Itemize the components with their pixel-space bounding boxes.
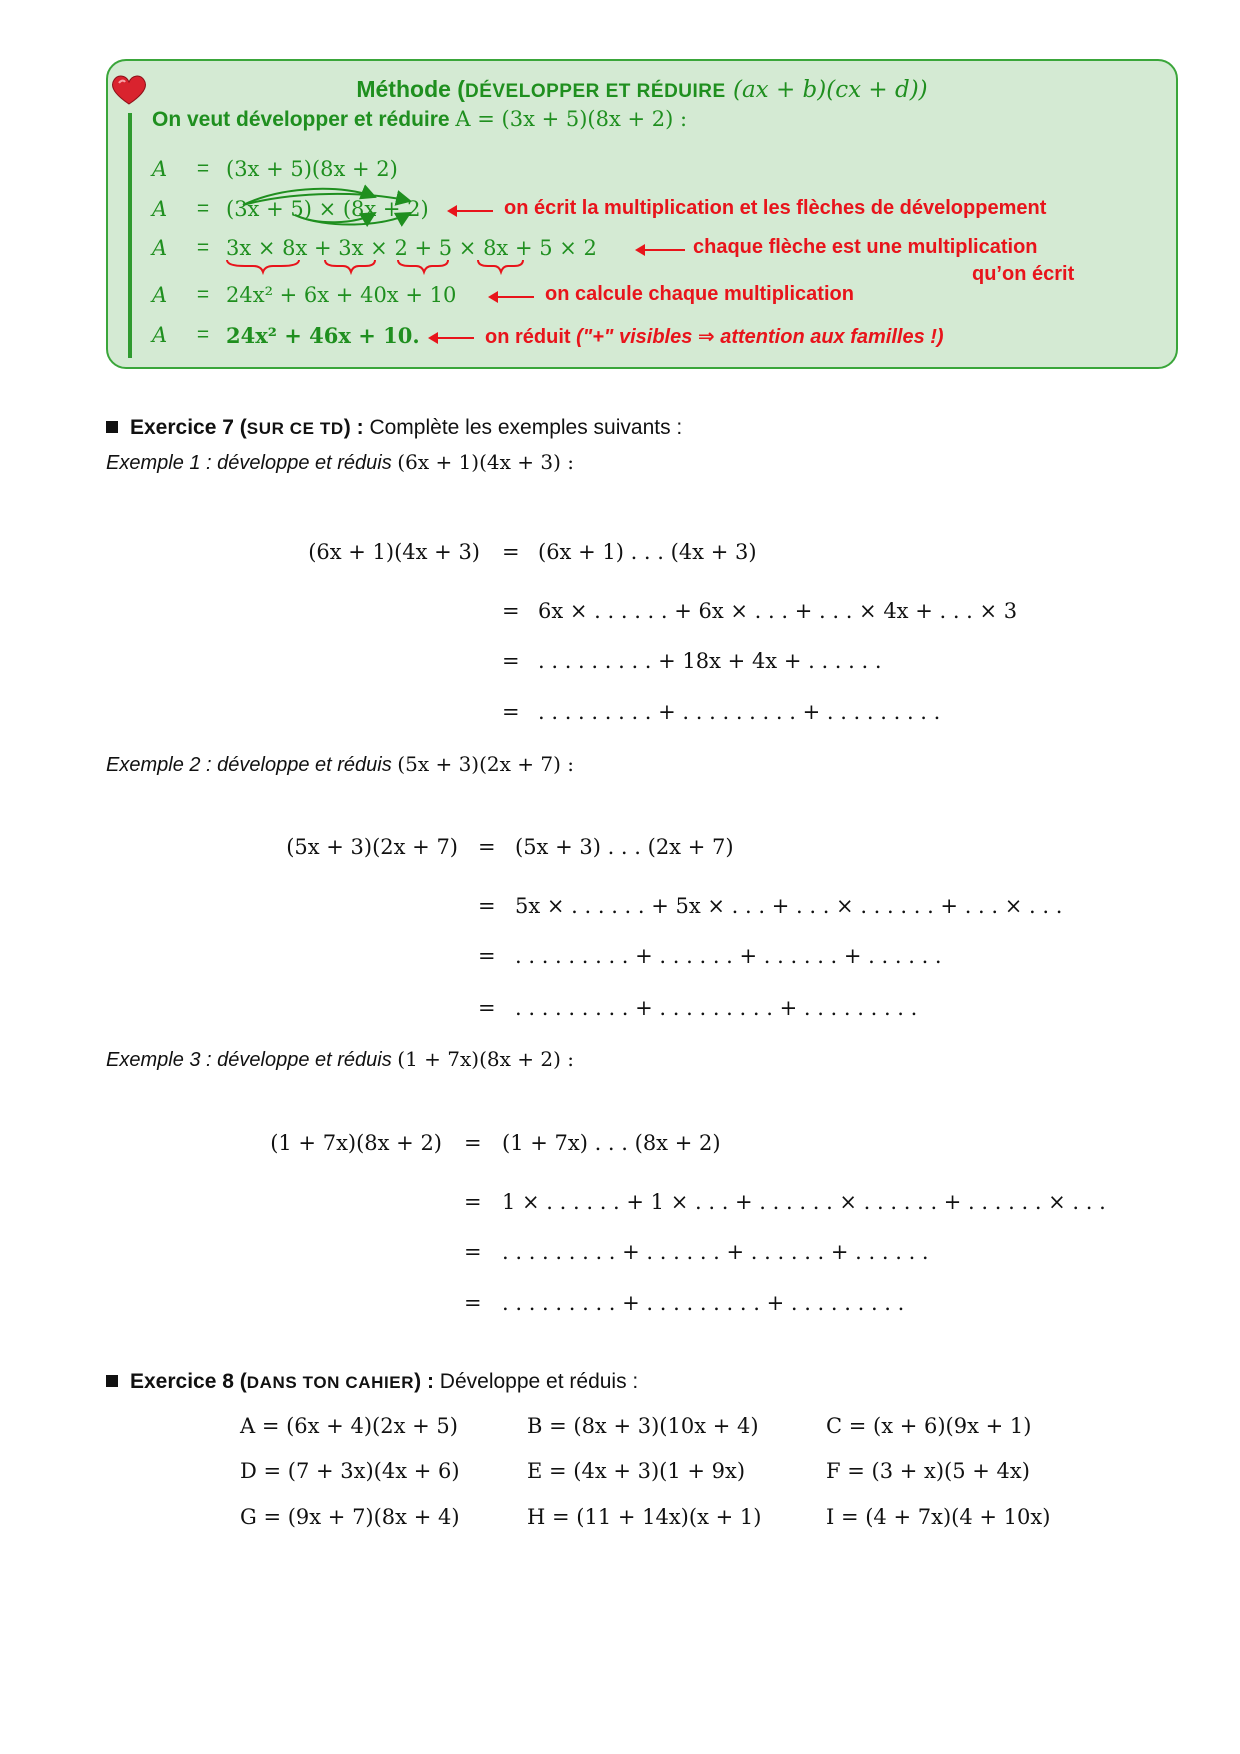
exercise-8-item-D: D = (7 + 3x)(4x + 6) [240, 1459, 460, 1483]
example-2-lhs: (5x + 3)(2x + 7) [286, 835, 458, 859]
exercise-8-item-H: H = (11 + 14x)(x + 1) [527, 1505, 762, 1529]
equal-sign: = [464, 1190, 482, 1214]
exercise-7-heading: Exercice 7 (SUR CE TD) : Complète les exemples suivants : [106, 416, 682, 440]
example-3-line-4: . . . . . . . . . + . . . . . . . . . + . . . . . . . . . [502, 1291, 905, 1315]
method-box: Méthode (DÉVELOPPER ET RÉDUIRE (ax + b)(cx + d)) On veut développer et réduire A = (3x + 5)(8x + 2) : A = (3x + 5)(8x + 2) A = (3x + 5) × (8x + 2) A = 3x × 8x + 3x × 2 + 5 × 8x + 5 × 2 A = 24x² + 6x + 40x + 10 A = 24x² + 46x + 10. [106, 59, 1178, 369]
underbraces [225, 258, 605, 278]
example-3-line-3: . . . . . . . . . + . . . . . . + . . . . . . + . . . . . . [502, 1240, 929, 1264]
example-1-lhs: (6x + 1)(4x + 3) [308, 540, 480, 564]
example-1-line-1: (6x + 1) . . . (4x + 3) [538, 540, 757, 564]
method-left-bar [128, 113, 132, 358]
equal-sign: = [502, 700, 520, 724]
example-1-line-2: 6x × . . . . . . + 6x × . . . + . . . × 4x + . . . × 3 [538, 599, 1018, 623]
equal-sign: = [478, 944, 496, 968]
example-3-line-2: 1 × . . . . . . + 1 × . . . + . . . . . . × . . . . . . + . . . . . . × . . . [502, 1190, 1106, 1214]
example-3-lhs: (1 + 7x)(8x + 2) [270, 1131, 442, 1155]
example-1-line-4: . . . . . . . . . + . . . . . . . . . + . . . . . . . . . [538, 700, 941, 724]
red-arrow-row2 [449, 210, 493, 212]
red-arrow-row5 [430, 337, 474, 339]
method-title: Méthode (DÉVELOPPER ET RÉDUIRE (ax + b)(cx + d)) [356, 76, 928, 103]
exercise-8-item-E: E = (4x + 3)(1 + 9x) [527, 1459, 746, 1483]
equal-sign: = [464, 1291, 482, 1315]
example-2-line-1: (5x + 3) . . . (2x + 7) [515, 835, 734, 859]
method-title-math: (ax + b)(cx + d)) [725, 77, 928, 103]
exercise-8-heading: Exercice 8 (DANS TON CAHIER) : Développe et réduis : [106, 1370, 638, 1394]
annotation-row2: on écrit la multiplication et les flèches de développement [504, 197, 1047, 219]
example-2-line-4: . . . . . . . . . + . . . . . . . . . + . . . . . . . . . [515, 996, 918, 1020]
annotation-row5: on réduit ("+" visibles ⇒ attention aux familles !) [485, 326, 944, 348]
example-1-line-3: . . . . . . . . . + 18x + 4x + . . . . . . [538, 649, 882, 673]
exercise-8-item-C: C = (x + 6)(9x + 1) [826, 1414, 1032, 1438]
red-arrow-row4 [490, 296, 534, 298]
exercise-8-item-I: I = (4 + 7x)(4 + 10x) [826, 1505, 1051, 1529]
example-2-line-3: . . . . . . . . . + . . . . . . + . . . . . . + . . . . . . [515, 944, 942, 968]
equal-sign: = [478, 894, 496, 918]
example-2-line-2: 5x × . . . . . . + 5x × . . . + . . . × . . . . . . + . . . × . . . [515, 894, 1063, 918]
method-title-caps: DÉVELOPPER ET RÉDUIRE [464, 81, 726, 102]
equal-sign: = [464, 1131, 482, 1155]
equal-sign: = [464, 1240, 482, 1264]
equal-sign: = [502, 649, 520, 673]
bullet-square-icon [106, 1375, 118, 1387]
development-arrows [225, 183, 445, 228]
exercise-8-item-G: G = (9x + 7)(8x + 4) [240, 1505, 460, 1529]
heart-icon [110, 74, 148, 106]
equal-sign: = [502, 599, 520, 623]
equal-sign: = [478, 996, 496, 1020]
bullet-square-icon [106, 421, 118, 433]
annotation-row3-line1: chaque flèche est une multiplication [693, 236, 1038, 258]
equal-sign: = [502, 540, 520, 564]
red-arrow-row3 [637, 249, 685, 251]
exercise-8-item-F: F = (3 + x)(5 + 4x) [826, 1459, 1030, 1483]
example-2-label: Exemple 2 : développe et réduis (5x + 3)(2x + 7) : [106, 752, 575, 776]
example-3-line-1: (1 + 7x) . . . (8x + 2) [502, 1131, 721, 1155]
annotation-row3-line2: qu’on écrit [972, 263, 1075, 285]
equal-sign: = [478, 835, 496, 859]
method-intro: On veut développer et réduire A = (3x + 5)(8x + 2) : [152, 107, 688, 131]
annotation-row4: on calcule chaque multiplication [545, 283, 854, 305]
example-3-label: Exemple 3 : développe et réduis (1 + 7x)(8x + 2) : [106, 1047, 575, 1071]
example-1-label: Exemple 1 : développe et réduis (6x + 1)(4x + 3) : [106, 450, 575, 474]
exercise-8-item-B: B = (8x + 3)(10x + 4) [527, 1414, 759, 1438]
exercise-8-item-A: A = (6x + 4)(2x + 5) [240, 1414, 458, 1438]
